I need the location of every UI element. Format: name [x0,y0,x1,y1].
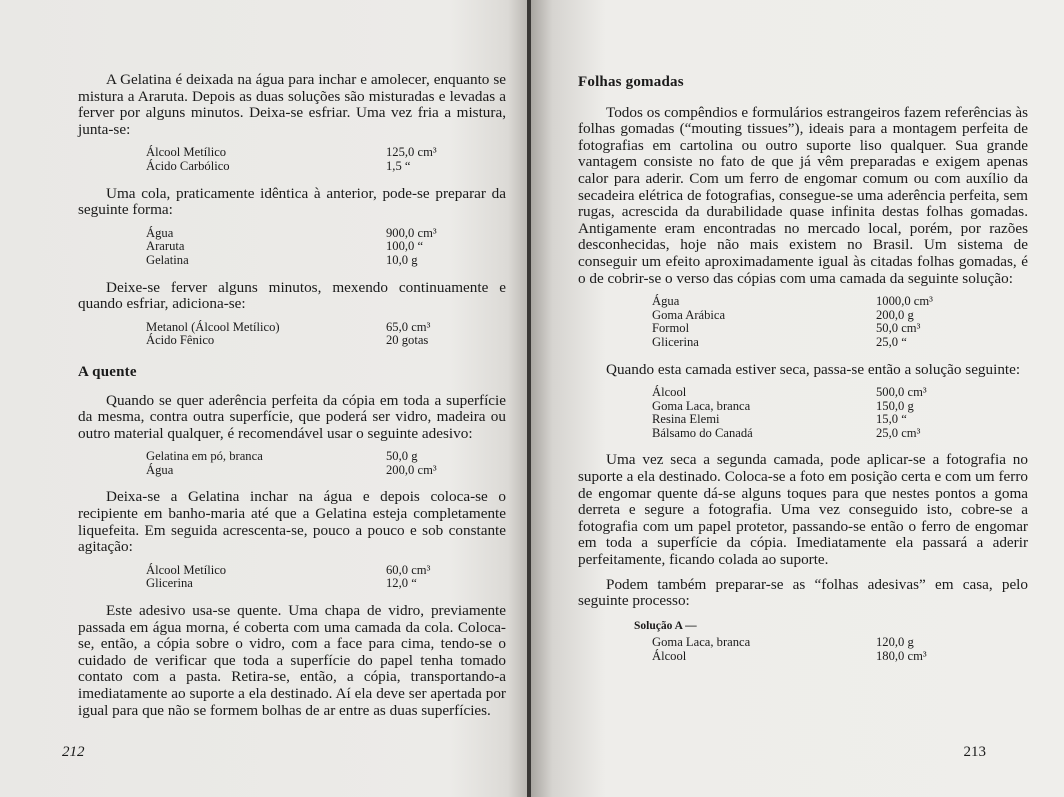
paragraph: A Gelatina é deixada na água para inchar e amolecer, enquanto se mistura a Araruta. Depois as duas soluções são misturadas e levadas a ferver por alguns minutos. Deixa-se esfriar. Uma vez fria a mistura, junta-se: [78,71,506,138]
recipe-row [652,650,927,664]
ingredient-name: Água [652,294,680,309]
recipe-row [146,334,430,348]
recipe-row [146,450,437,464]
ingredient-qty: 200,0 g [876,307,914,322]
recipe-row [146,160,437,174]
ingredient-qty: 10,0 g [386,252,418,267]
ingredient-qty: 200,0 cm³ [386,462,437,477]
recipe-row [146,321,430,335]
recipe-row [146,240,437,254]
recipe-row [652,309,933,323]
ingredient-qty: 500,0 cm³ [876,385,927,400]
ingredient-qty: 12,0 “ [386,576,417,591]
ingredient-name: Álcool [652,649,687,663]
ingredient-name: Álcool [652,385,687,400]
ingredient-qty: 180,0 cm³ [876,649,927,663]
recipe-table [146,227,437,268]
ingredient-qty: 25,0 cm³ [876,425,921,440]
page-number: 213 [963,744,986,760]
ingredient-qty: 150,0 g [876,398,914,413]
ingredient-name: Araruta [146,239,185,254]
paragraph: Todos os compêndios e formulários estrangeiros fazem referências às folhas gomadas (“mouting tissues”), ideais para a montagem perfeita de fotografias em cartolina ou outro suporte liso qualquer. Sua grande vantagem consiste no fato de que já vêm preparadas e exigem apenas calor para aderir. Com um ferro de engomar comum ou com auxílio da secadeira elétrica de fotografias, consegue-se uma aderência perfeita, sem rugas, acrescida da durabilidade quase infinita destas folhas gomadas. Antigamente eram encontradas no mercado local, porém, por razões desconhecidas, hoje não mais existem no Brasil. Um sistema de conseguir um efeito aproximadamente igual às citadas folhas gomadas, é o de cobrir-se o verso das cópias com uma camada da seguinte solução: [578,103,1028,287]
ingredient-name: Resina Elemi [652,412,720,427]
ingredient-name: Ácido Fênico [146,333,215,348]
ingredient-qty: 65,0 cm³ [386,319,431,334]
recipe-row [652,295,933,309]
recipe-table [146,321,430,348]
recipe-table [146,146,437,173]
right-page-content [578,74,1028,676]
ingredient-qty: 120,0 g [876,635,914,650]
ingredient-qty: 50,0 g [386,449,418,464]
paragraph: Uma cola, praticamente idêntica à anterior, pode-se preparar da seguinte forma: [78,184,506,219]
ingredient-name: Glicerina [652,334,699,349]
ingredient-qty: 900,0 cm³ [386,225,437,240]
recipe-table [652,386,927,440]
recipe-row [652,636,927,650]
ingredient-qty: 1,5 “ [386,158,411,173]
recipe-table [146,450,437,477]
ingredient-name: Álcool Metílico [146,562,227,577]
left-page-content [78,72,506,727]
ingredient-qty: 100,0 “ [386,239,424,254]
recipe-row [146,254,437,268]
ingredient-qty: 1000,0 cm³ [876,294,933,309]
ingredient-qty: 20 gotas [386,333,429,348]
paragraph: Deixe-se ferver alguns minutos, mexendo continuamente e quando esfriar, adiciona-se: [78,278,506,313]
recipe-row [652,336,933,350]
page-number: 212 [62,744,85,760]
recipe-table [652,636,927,663]
ingredient-name: Formol [652,321,690,336]
paragraph: Deixa-se a Gelatina inchar na água e depois coloca-se o recipiente em banho-maria até que a Gelatina esteja completamente liquefeita. Em seguida acrescenta-se, pouco a pouco e sob constante agitação: [78,488,506,556]
recipe-row [652,322,933,336]
ingredient-name: Metanol (Álcool Metílico) [146,319,280,334]
recipe-row [652,386,927,400]
ingredient-name: Álcool Metílico [146,145,227,160]
ingredient-name: Água [146,462,174,477]
ingredient-name: Goma Laca, branca [652,398,751,413]
right-page [531,0,1064,797]
ingredient-name: Glicerina [146,576,193,591]
solution-a-label: Solução A — [634,619,697,632]
paragraph: Podem também preparar-se as “folhas adesivas” em casa, pelo seguinte processo: [578,575,1028,610]
paragraph: Uma vez seca a segunda camada, pode aplicar-se a fotografia no suporte a ela destinado. Coloca-se a foto em posição certa e com um ferro de engomar quente dá-se alguns toques para que nestes pontos a goma derreta e segure a fotografia. Uma vez conseguido isto, cobre-se a fotografia com um papel protetor, passando-se então o ferro de engomar em toda a superfície da cópia. Imediatamente ela passará a aderir perfeitamente, ficando colada ao suporte. [578,451,1028,569]
ingredient-name: Goma Laca, branca [652,635,751,650]
recipe-row [146,227,437,241]
recipe-row [652,400,927,414]
ingredient-name: Bálsamo do Canadá [652,425,753,440]
recipe-table [146,564,430,591]
section-heading: Folhas gomadas [578,74,684,90]
recipe-row [146,146,437,160]
ingredient-name: Goma Arábica [652,307,726,322]
recipe-row [146,564,430,578]
paragraph: Quando esta camada estiver seca, passa-se então a solução seguinte: [606,360,1021,378]
section-heading: A quente [78,363,137,380]
recipe-table [652,295,933,349]
recipe-row [652,413,927,427]
ingredient-name: Água [146,225,174,240]
ingredient-qty: 15,0 “ [876,412,907,427]
ingredient-qty: 50,0 cm³ [876,321,921,336]
paragraph: Quando se quer aderência perfeita da cópia em toda a superfície da mesma, contra outra superfície, que poderá ser vidro, madeira ou outro material qualquer, é recomendável usar o seguinte adesivo: [78,391,506,442]
recipe-row [652,427,927,441]
ingredient-qty: 60,0 cm³ [386,562,431,577]
ingredient-qty: 25,0 “ [876,334,907,349]
ingredient-name: Ácido Carbólico [146,158,230,173]
ingredient-name: Gelatina [146,252,189,267]
recipe-row [146,464,437,478]
left-page [0,0,529,797]
ingredient-qty: 125,0 cm³ [386,145,437,160]
recipe-row [146,577,430,591]
ingredient-name: Gelatina em pó, branca [146,449,263,464]
paragraph: Este adesivo usa-se quente. Uma chapa de vidro, previamente passada em água morna, é coberta com uma camada da cola. Coloca-se, então, a cópia sobre o vidro, com a face para cima, tendo-se o cuidado de verificar que toda a superfície do papel tenha tomado contato com a pasta. Retira-se, então, a cópia, transportando-a imediatamente ao suporte a ela destinado. Aí ela deve ser apertada por igual para que não se formem bolhas de ar entre as duas superfícies. [78,602,506,719]
